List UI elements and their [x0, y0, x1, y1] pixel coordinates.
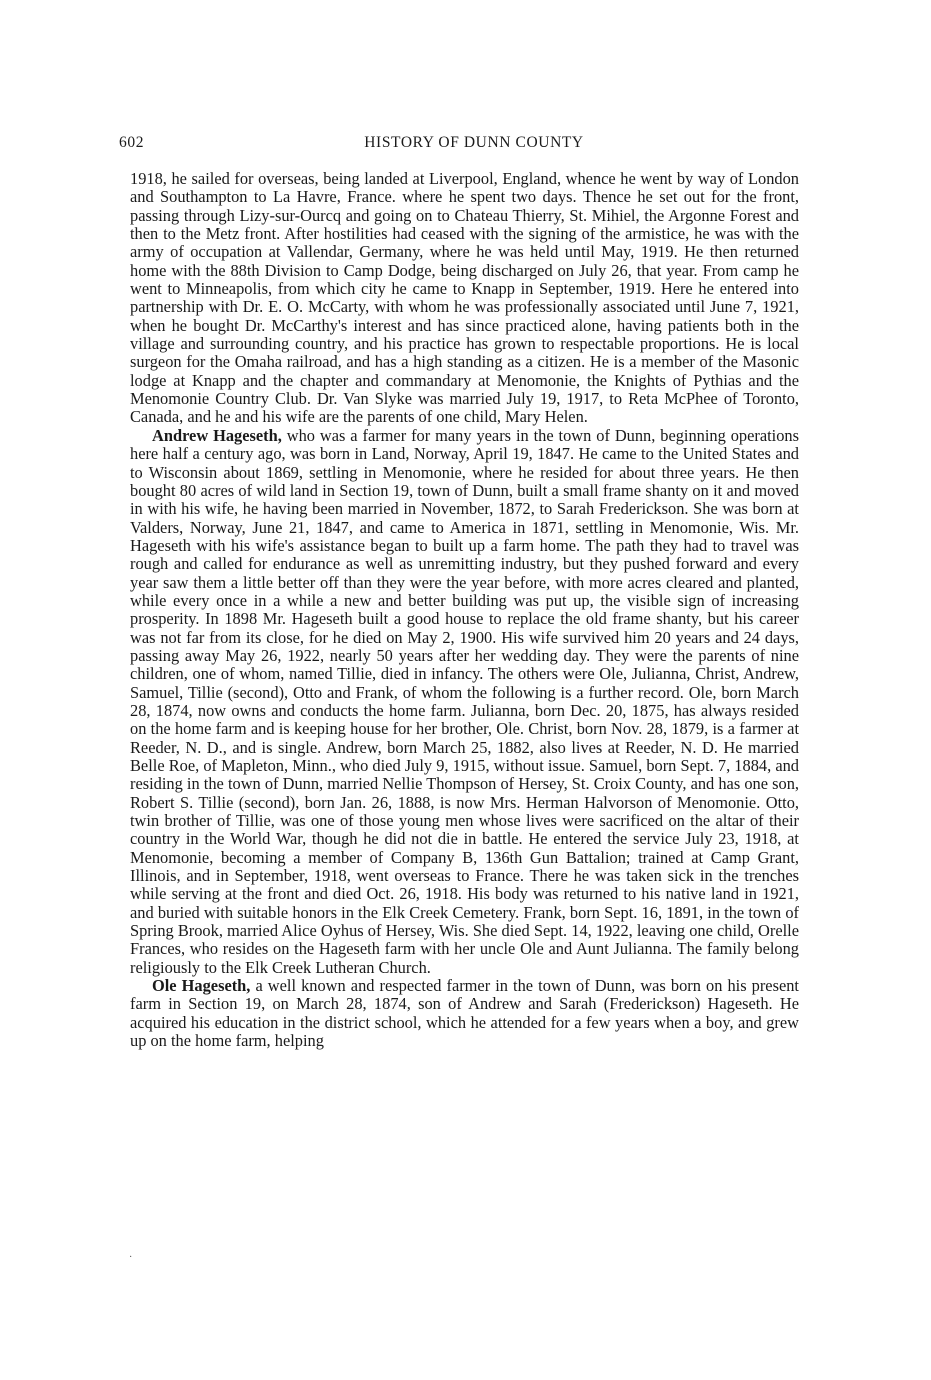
paragraph-text: a well known and respected farmer in the town of Dunn, was born on his present farm in Section 19, on March 28, 1874, son of Andrew and Sarah (Frederickson) Hageseth. He acquired his education in the district school, which he attended for a few years when a boy, and grew up on the home farm, helping [130, 976, 799, 1051]
entry-name: Andrew Hageseth, [152, 425, 282, 445]
running-title: HISTORY OF DUNN COUNTY [364, 134, 584, 151]
running-head [119, 134, 799, 156]
paragraph-text: 1918, he sailed for overseas, being landed at Liverpool, England, whence he went by way of London and Southampton to La Havre, France. where he spent two days. Thence he set out for the front, passing through Lizy-sur-Ourcq and going on to Chateau Thierry, St. Mihiel, the Argonne Forest and then to the Metz front. After hostilities had ceased with the signing of the armistice, he was with the army of occupation at Vallendar, Germany, where he was held until May, 1919. He then returned home with the 88th Division to Camp Dodge, being discharged on July 26, that year. From camp he went to Minneapolis, from which city he came to Knapp in September, 1919. Here he entered into partnership with Dr. E. O. McCarty, with whom he was professionally associated until June 7, 1921, when he bought Dr. McCarthy's interest and has since practiced alone, having patients both in the village and surrounding country, and his practice has grown to respectable proportions. He is local surgeon for the Omaha railroad, and has a high standing as a citizen. He is a member of the Masonic lodge at Knapp and the chapter and commandary at Menomonie, the Knights of Pythias and the Menomonie Country Club. Dr. Van Slyke was married July 19, 1917, to Reta McPhee of Toronto, Canada, and he and his wife are the parents of one child, Mary Helen. [130, 169, 799, 427]
paragraph-text: who was a farmer for many years in the town of Dunn, beginning operations here half a century ago, was born in Land, Norway, April 19, 1847. He came to the United States and to Wisconsin about 1869, settling in Menomonie, where he resided for about three years. He then bought 80 acres of wild land in Section 19, town of Dunn, built a small frame shanty on it and moved in with his wife, he having been married in November, 1872, to Sarah Frederickson. She was born at Valders, Norway, June 21, 1847, and came to America in 1871, settling in Menomonie, Wis. Mr. Hageseth with his wife's assistance began to built up a farm home. The path they had to travel was rough and called for endurance as well as unremitting industry, but they pushed forward and every year saw them a little better off than they were the year before, with more acres cleared and planted, while every once in a while a new and better building was put up, the visible sign of increasing prosperity. In 1898 Mr. Hageseth built a good house to replace the old frame shanty, but his career was not far from its close, for he died on May 2, 1900. His wife survived him 20 years and 24 days, passing away May 26, 1922, nearly 50 years after her wedding day. They were the parents of nine children, one of whom, named Tillie, died in infancy. The others were Ole, Julianna, Christ, Andrew, Samuel, Tillie (second), Otto and Frank, of whom the following is a further record. Ole, born March 28, 1874, now owns and conducts the home farm. Julianna, born Dec. 20, 1875, has always resided on the home farm and is keeping house for her brother, Ole. Christ, born Nov. 28, 1879, is a farmer at Reeder, N. D., and is single. Andrew, born March 25, 1882, also lives at Reeder, N. D. He married Belle Roe, of Mapleton, Minn., who died July 9, 1915, without issue. Samuel, born Sept. 7, 1884, and residing in the town of Dunn, married Nellie Thompson of Hersey, St. Croix County, and has one son, Robert S. Tillie (second), born Jan. 26, 1888, is now Mrs. Herman Halvorson of Menomonie. Otto, twin brother of Tillie, was one of those young men whose lives were sacrificed on the altar of their country in the World War, though he did not die in battle. He entered the service July 23, 1918, at Menomonie, becoming a member of Company B, 136th Gun Battalion; trained at Camp Grant, Illinois, and in September, 1918, went overseas to France. There he was taken sick in the trenches while serving at the front and died Oct. 26, 1918. His body was returned to his native land in 1921, and buried with suitable honors in the Elk Creek Cemetery. Frank, born Sept. 16, 1891, in the town of Spring Brook, married Alice Oyhus of Hersey, Wis. She died Sept. 14, 1922, leaving one child, Orelle Frances, who resides on the Hageseth farm with her uncle Ole and Aunt Julianna. The family belong religiously to the Elk Creek Lutheran Church. [130, 425, 800, 977]
paragraph-continuation [130, 170, 799, 427]
paragraph-ole-hageseth [130, 977, 799, 1050]
stray-mark: · [129, 1252, 133, 1263]
paragraph-andrew-hageseth [130, 427, 799, 977]
entry-name: Ole Hageseth, [152, 976, 251, 996]
page-number: 602 [119, 134, 145, 151]
body-text [130, 170, 799, 1051]
